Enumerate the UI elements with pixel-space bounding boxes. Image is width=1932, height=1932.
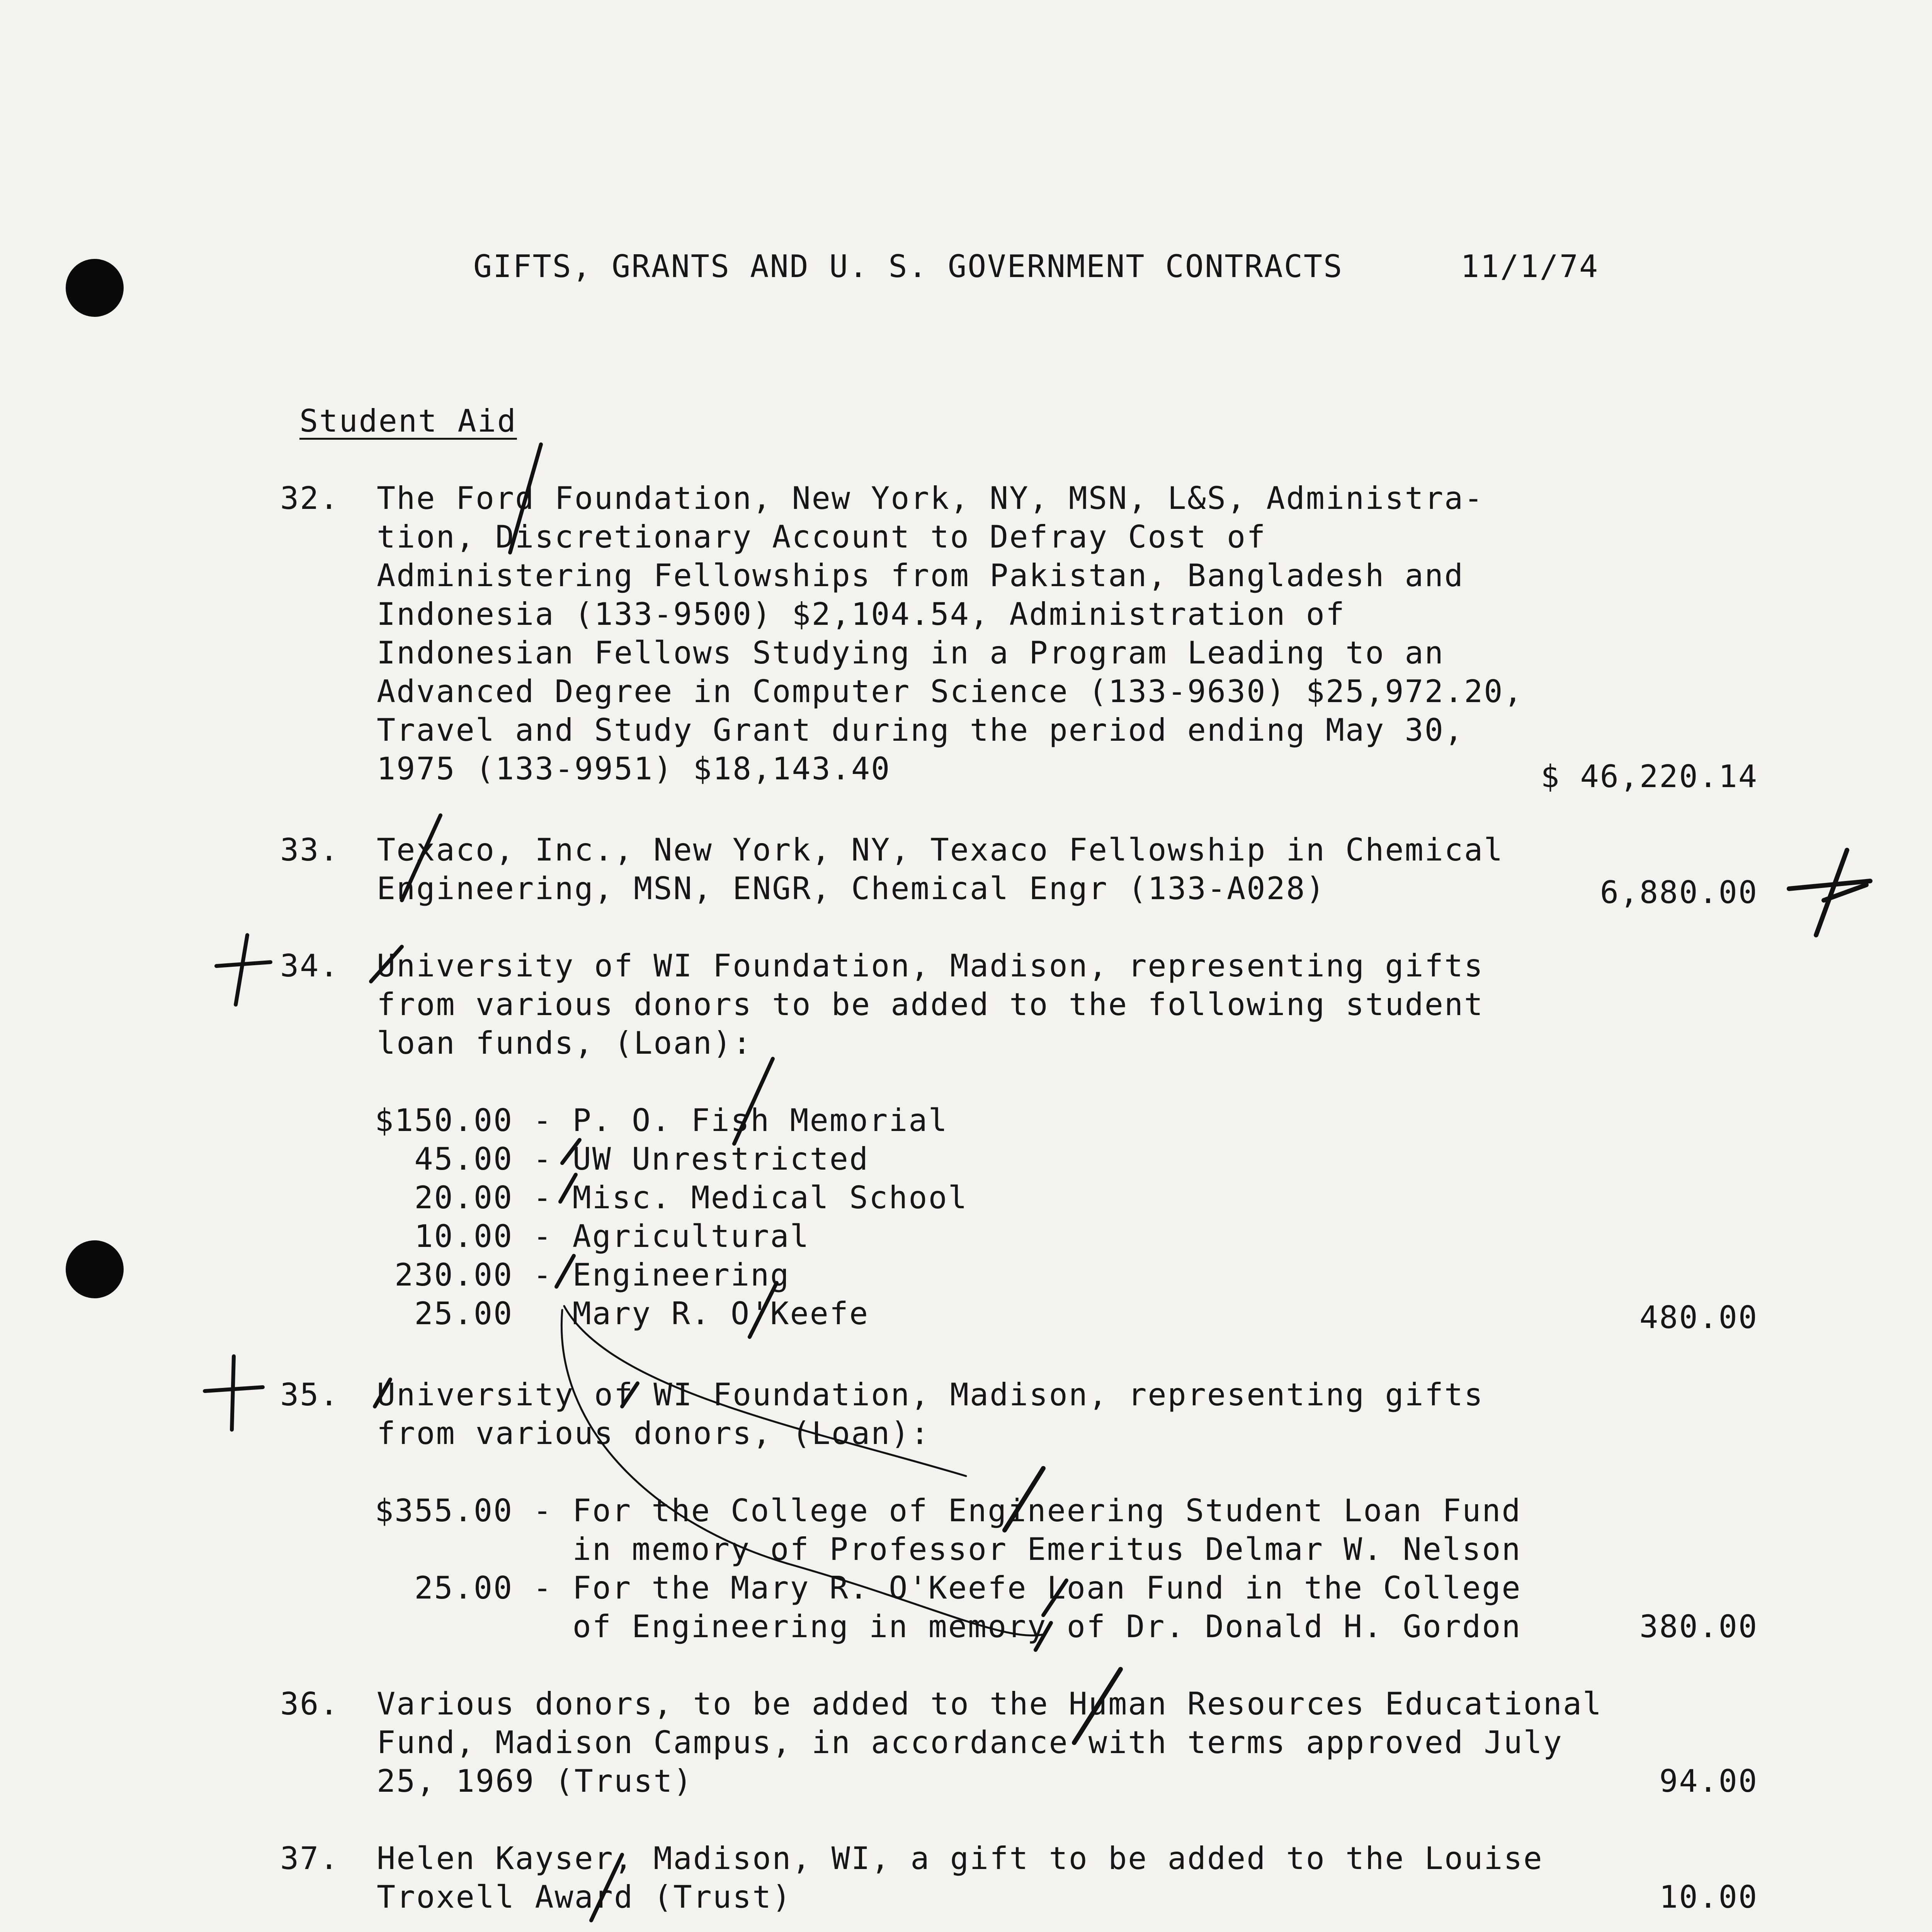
check-tick-icon — [1043, 1580, 1066, 1615]
check-tick-icon — [1036, 1623, 1051, 1650]
item-text-line: Indonesian Fellows Studying in a Program Leading to an — [377, 635, 1444, 671]
fund-line: $150.00 - P. O. Fish Memorial — [375, 1102, 948, 1138]
check-tick-icon — [591, 1855, 622, 1920]
arrow-curve-icon — [564, 1306, 966, 1476]
fund-line: 25.00 Mary R. O'Keefe — [375, 1296, 869, 1332]
document-title: GIFTS, GRANTS AND U. S. GOVERNMENT CONTRACTS — [473, 248, 1344, 284]
check-tick-icon — [750, 1283, 777, 1337]
fund-line: 20.00 - Misc. Medical School — [375, 1180, 968, 1216]
margin-cross-icon — [1789, 850, 1870, 935]
arrow-curve-icon — [561, 1310, 1043, 1636]
item-number: 34. — [280, 948, 340, 984]
item-number: 35. — [280, 1377, 340, 1413]
item-text-line: tion, Discretionary Account to Defray Cost of — [377, 519, 1267, 555]
check-tick-icon — [402, 815, 440, 900]
item-text-line: Indonesia (133-9500) $2,104.54, Administration of — [377, 596, 1346, 632]
fund-line: 45.00 - UW Unrestricted — [375, 1141, 869, 1177]
item-number: 33. — [280, 832, 340, 868]
check-tick-icon — [734, 1059, 773, 1144]
check-tick-icon — [1005, 1468, 1043, 1530]
item-text-line: from various donors to be added to the following student — [377, 986, 1484, 1022]
item-text-line: University of WI Foundation, Madison, representing gifts — [377, 1377, 1484, 1413]
item-text-line: Helen Kayser, Madison, WI, a gift to be added to the Louise — [377, 1840, 1543, 1876]
section-heading: Student Aid — [299, 403, 517, 439]
item-text-line: University of WI Foundation, Madison, representing gifts — [377, 948, 1484, 984]
item-text-line: loan funds, (Loan): — [377, 1025, 753, 1061]
document-date: 11/1/74 — [1461, 248, 1599, 284]
fund-line: 25.00 - For the Mary R. O'Keefe Loan Fund in the College — [375, 1570, 1522, 1606]
item-text-line: from various donors, (Loan): — [377, 1415, 930, 1451]
fund-line: $355.00 - For the College of Engineering Student Loan Fund — [375, 1493, 1522, 1529]
item-text-line: Troxell Award (Trust) — [377, 1879, 792, 1915]
item-amount: 480.00 — [1639, 1299, 1758, 1335]
item-text-line: Fund, Madison Campus, in accordance with terms approved July — [377, 1725, 1563, 1760]
check-tick-icon — [510, 444, 541, 553]
check-tick-icon — [560, 1175, 576, 1202]
fund-line: of Engineering in memory of Dr. Donald H. Gordon — [375, 1609, 1522, 1645]
check-tick-icon — [556, 1256, 574, 1287]
item-amount: 10.00 — [1659, 1879, 1758, 1915]
margin-plus-icon — [216, 935, 270, 1005]
item-amount: $ 46,220.14 — [1541, 759, 1758, 794]
item-number: 36. — [280, 1686, 340, 1722]
check-tick-icon — [622, 1383, 638, 1406]
item-text-line: Administering Fellowships from Pakistan, Bangladesh and — [377, 558, 1464, 594]
item-text-line: Engineering, MSN, ENGR, Chemical Engr (133-A028) — [377, 871, 1326, 906]
item-text-line: Texaco, Inc., New York, NY, Texaco Fellowship in Chemical — [377, 832, 1504, 868]
fund-line: 230.00 - Engineering — [375, 1257, 790, 1293]
check-tick-icon — [371, 947, 402, 981]
item-number: 32. — [280, 480, 340, 516]
item-text-line: The Ford Foundation, New York, NY, MSN, L&S, Administra- — [377, 480, 1484, 516]
check-tick-icon — [375, 1379, 390, 1406]
item-amount: 380.00 — [1639, 1609, 1758, 1645]
item-text-line: 25, 1969 (Trust) — [377, 1763, 693, 1799]
item-text-line: 1975 (133-9951) $18,143.40 — [377, 751, 891, 787]
fund-line: 10.00 - Agricultural — [375, 1218, 810, 1254]
item-text-line: Various donors, to be added to the Human Resources Educational — [377, 1686, 1603, 1722]
margin-plus-icon — [205, 1356, 263, 1430]
item-amount: 6,880.00 — [1600, 874, 1758, 910]
item-amount: 94.00 — [1659, 1763, 1758, 1799]
check-tick-icon — [562, 1140, 580, 1163]
item-number: 37. — [280, 1840, 340, 1876]
item-text-line: Advanced Degree in Computer Science (133-9630) $25,972.20, — [377, 673, 1524, 709]
check-tick-icon — [1074, 1669, 1121, 1743]
fund-line: in memory of Professor Emeritus Delmar W. Nelson — [375, 1531, 1522, 1567]
item-text-line: Travel and Study Grant during the period ending May 30, — [377, 712, 1464, 748]
